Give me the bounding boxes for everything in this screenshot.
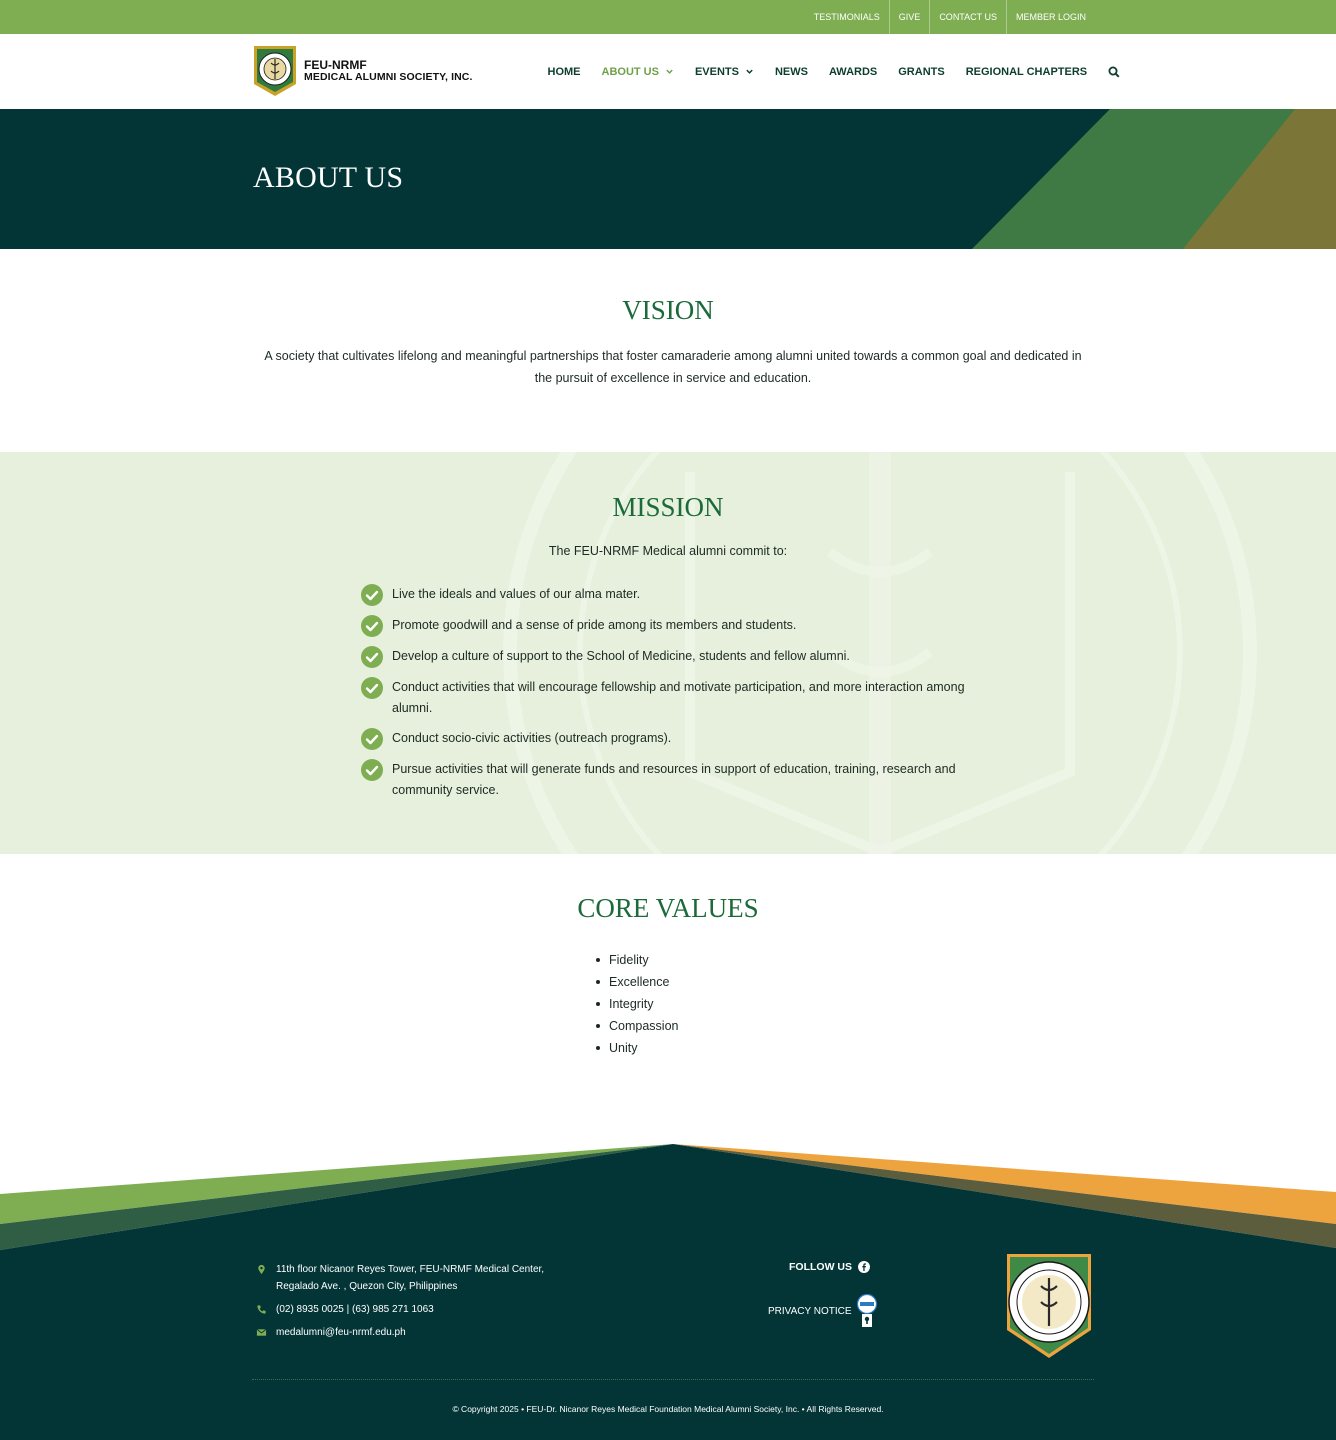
footer-angled-background <box>0 1140 1336 1440</box>
check-circle-icon <box>361 646 383 668</box>
list-item <box>361 615 1001 637</box>
mission-intro: The FEU-NRMF Medical alumni commit to: <box>548 544 788 558</box>
chevron-down-icon <box>665 67 674 76</box>
core-values-list <box>596 949 678 1059</box>
site-logo[interactable] <box>252 43 477 99</box>
footer-copyright: © Copyright 2025 • FEU-Dr. Nicanor Reyes Medical Foundation Medical Alumni Society, Inc. • All Rights Reserved. <box>452 1404 884 1414</box>
mission-item-text: Conduct activities that will encourage fellowship and motivate participation, and more interaction among alumni. <box>392 680 965 715</box>
list-item <box>361 677 1001 719</box>
topbar-link-give[interactable]: GIVE <box>889 0 930 34</box>
footer-society-seal-logo[interactable] <box>1005 1252 1093 1360</box>
vision-statement: A society that cultivates lifelong and meaningful partnerships that foster camaraderie among alumni united towards a common goal and dedicated in the pursuit of excellence in service and education. <box>264 349 1082 385</box>
search-icon[interactable] <box>1108 66 1120 78</box>
mission-item-text: Live the ideals and values of our alma mater. <box>392 587 641 601</box>
nav-item-home[interactable] <box>548 66 581 78</box>
bullet-icon <box>596 958 600 962</box>
footer-phone-row <box>256 1301 566 1318</box>
top-utility-links <box>805 0 1095 34</box>
topbar-link-member-login[interactable]: MEMBER LOGIN <box>1006 0 1095 34</box>
topbar-link-contact-us[interactable]: CONTACT US <box>929 0 1006 34</box>
mission-section <box>0 452 1336 854</box>
list-item <box>361 759 1001 801</box>
topbar-link-testimonials[interactable]: TESTIMONIALS <box>813 12 880 22</box>
footer-contact-info <box>256 1261 566 1347</box>
mission-list <box>361 584 1001 810</box>
site-footer <box>0 1140 1336 1440</box>
nav-item-label: EVENTS <box>694 65 739 78</box>
mission-item-text: Conduct socio-civic activities (outreach programs). <box>392 731 672 745</box>
check-circle-icon <box>361 584 383 606</box>
logo-wordmark <box>304 59 472 83</box>
core-value-text: Fidelity <box>609 953 649 967</box>
footer-email-row <box>256 1324 566 1341</box>
nav-item-label: REGIONAL CHAPTERS <box>965 65 1088 78</box>
logo-line-2: MEDICAL ALUMNI SOCIETY, INC. <box>304 71 473 83</box>
nav-item-label: AWARDS <box>828 65 878 78</box>
mission-item-text: Promote goodwill and a sense of pride among its members and students. <box>392 618 797 632</box>
site-header <box>0 34 1336 109</box>
check-circle-icon <box>361 677 383 699</box>
nav-item-news[interactable] <box>775 66 808 78</box>
mission-heading: MISSION <box>612 492 724 522</box>
top-utility-bar <box>0 0 1336 34</box>
envelope-icon <box>256 1327 267 1338</box>
nav-item-label: GRANTS <box>898 65 945 78</box>
follow-us-label: FOLLOW US <box>789 1261 852 1273</box>
mission-item-text: Develop a culture of support to the School of Medicine, students and fellow alumni. <box>392 649 850 663</box>
list-item <box>361 728 1001 750</box>
footer-privacy-notice[interactable] <box>768 1294 878 1328</box>
nav-item-grants[interactable] <box>898 66 944 78</box>
core-value-text: Unity <box>609 1041 638 1055</box>
nav-item-awards[interactable] <box>829 66 877 78</box>
check-circle-icon <box>361 728 383 750</box>
page-title-banner <box>0 109 1336 249</box>
footer-email[interactable]: medalumni@feu-nrmf.edu.ph <box>276 1327 406 1338</box>
privacy-seal-icon <box>856 1294 878 1328</box>
footer-address-row <box>256 1261 566 1295</box>
core-value-text: Integrity <box>609 997 654 1011</box>
nav-item-label: HOME <box>547 65 581 78</box>
mission-item-text: Pursue activities that will generate funds and resources in support of education, training, research and community service. <box>392 762 956 797</box>
list-item <box>596 993 678 1015</box>
main-navigation <box>537 34 1120 109</box>
bullet-icon <box>596 1002 600 1006</box>
nav-item-regional-chapters[interactable] <box>966 66 1087 78</box>
footer-address: 11th floor Nicanor Reyes Tower, FEU-NRMF Medical Center, Regalado Ave. , Quezon City, Philippines <box>276 1264 545 1292</box>
bullet-icon <box>596 1046 600 1050</box>
banner-diagonal-stripes <box>0 109 1336 249</box>
list-item <box>596 949 678 971</box>
list-item <box>596 1037 678 1059</box>
society-shield-logo <box>252 44 298 98</box>
facebook-icon[interactable] <box>858 1261 870 1273</box>
bullet-icon <box>596 980 600 984</box>
list-item <box>361 584 1001 606</box>
nav-item-label: ABOUT US <box>601 65 659 78</box>
nav-item-label: NEWS <box>774 65 808 78</box>
map-pin-icon <box>256 1264 267 1275</box>
logo-line-1: FEU-NRMF <box>304 58 367 72</box>
vision-heading: VISION <box>622 295 714 325</box>
nav-item-events[interactable] <box>695 66 754 78</box>
page-title: ABOUT US <box>253 161 404 194</box>
phone-icon <box>256 1304 267 1315</box>
chevron-down-icon <box>745 67 754 76</box>
list-item <box>596 971 678 993</box>
bullet-icon <box>596 1024 600 1028</box>
check-circle-icon <box>361 615 383 637</box>
footer-phone[interactable]: (02) 8935 0025 | (63) 985 271 1063 <box>276 1304 434 1315</box>
core-value-text: Compassion <box>609 1019 679 1033</box>
nav-item-about-us[interactable] <box>602 66 674 78</box>
footer-follow-us <box>789 1261 870 1273</box>
footer-divider <box>252 1379 1094 1380</box>
check-circle-icon <box>361 759 383 781</box>
privacy-notice-label: PRIVACY NOTICE <box>768 1305 852 1317</box>
core-values-heading: CORE VALUES <box>577 893 759 923</box>
core-value-text: Excellence <box>609 975 670 989</box>
list-item <box>361 646 1001 668</box>
list-item <box>596 1015 678 1037</box>
